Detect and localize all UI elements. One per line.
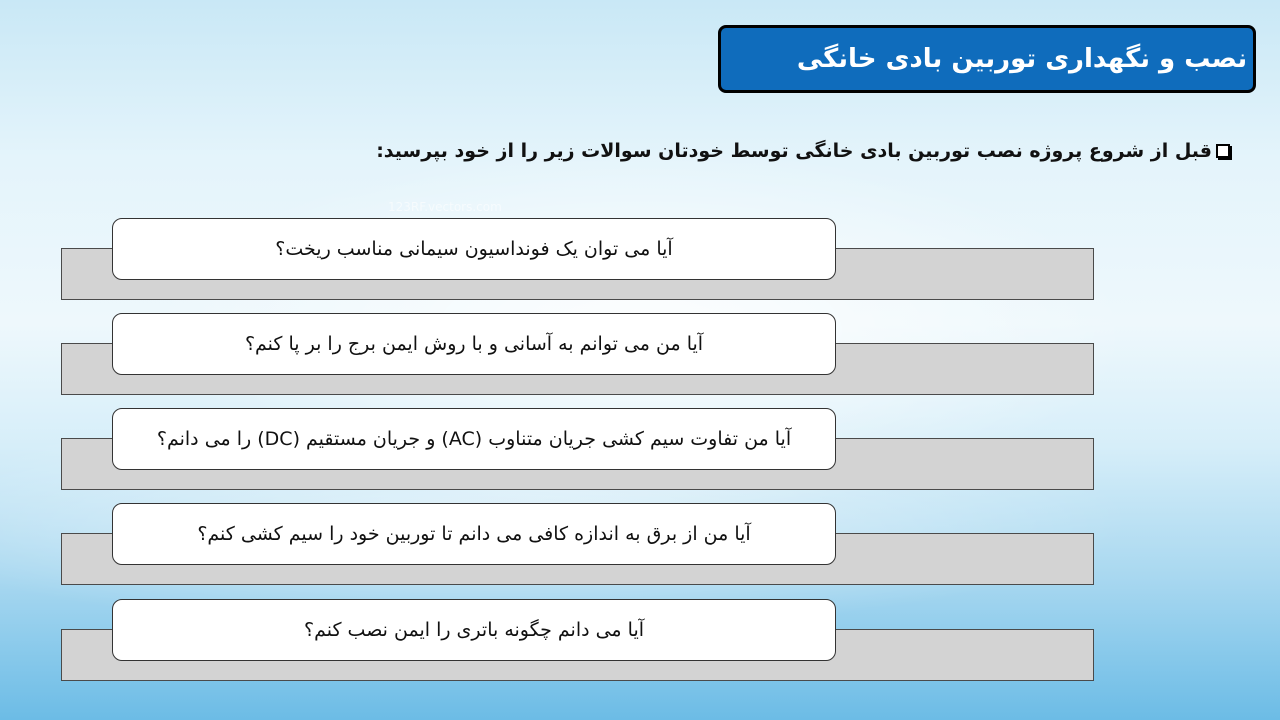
question-card xyxy=(112,599,836,661)
question-card xyxy=(112,313,836,375)
watermark-text: 123RF.vectors.com xyxy=(388,200,502,214)
question-card xyxy=(112,408,836,470)
slide-title-box xyxy=(718,25,1256,93)
question-card xyxy=(112,218,836,280)
question-row xyxy=(61,313,1094,409)
question-text: آیا من می توانم به آسانی و با روش ایمن برج را بر پا کنم؟ xyxy=(244,333,704,355)
intro-text: قبل از شروع پروژه نصب توربین بادی خانگی توسط خودتان سوالات زیر را از خود بپرسید: xyxy=(376,140,1212,162)
question-row xyxy=(61,408,1094,504)
question-text: آیا می دانم چگونه باتری را ایمن نصب کنم؟ xyxy=(304,619,645,641)
question-text: آیا می توان یک فونداسیون سیمانی مناسب ریخت؟ xyxy=(275,238,673,260)
question-row xyxy=(61,599,1094,695)
intro-line xyxy=(376,140,1230,162)
question-row xyxy=(61,503,1094,599)
question-card xyxy=(112,503,836,565)
checkbox-square-icon xyxy=(1216,144,1230,158)
question-text: آیا من تفاوت سیم کشی جریان متناوب (AC) و جریان مستقیم (DC) را می دانم؟ xyxy=(156,428,792,450)
question-row xyxy=(61,218,1094,314)
question-text: آیا من از برق به اندازه کافی می دانم تا توربین خود را سیم کشی کنم؟ xyxy=(197,523,751,545)
slide-title: نصب و نگهداری توربین بادی خانگی xyxy=(796,44,1248,74)
